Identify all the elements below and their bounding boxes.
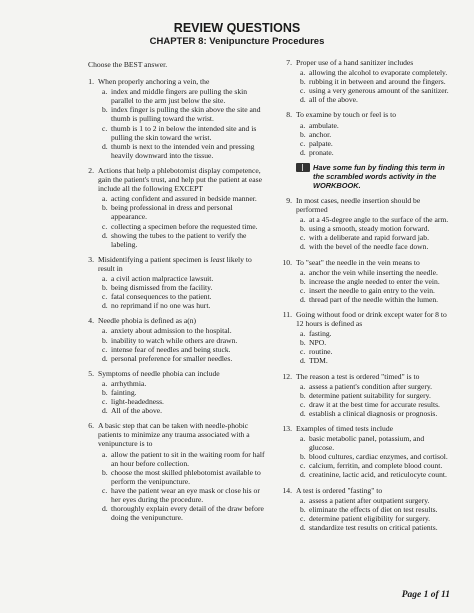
question-text [98, 255, 270, 273]
option-text: pronate. [309, 147, 334, 157]
option-letter: a. [102, 378, 108, 388]
answer-option [102, 354, 270, 363]
option-letter: c. [102, 485, 108, 495]
answer-option [300, 139, 450, 148]
question-item [278, 424, 450, 480]
option-letter: a. [102, 87, 108, 97]
page-title: REVIEW QUESTIONS [173, 21, 301, 35]
answer-option [300, 523, 450, 532]
answer-option [102, 388, 270, 397]
answer-option [102, 283, 270, 292]
answer-options [102, 379, 270, 415]
answer-option [102, 468, 270, 486]
option-letter: b. [300, 129, 306, 139]
option-letter: b. [102, 467, 108, 477]
answer-option [300, 452, 450, 461]
question-stem [278, 486, 450, 495]
option-text: no reprimand if no one was hurt. [111, 301, 211, 311]
option-letter: d. [300, 470, 306, 480]
question-number: 6. [88, 421, 94, 431]
option-text: using a very generous amount of the sanitizer. [309, 86, 449, 96]
option-letter: a. [300, 329, 306, 339]
option-letter: d. [102, 353, 108, 363]
question-text: Symptoms of needle phobia can include [98, 368, 220, 378]
option-text: collecting a specimen before the requested time. [111, 221, 258, 231]
question-text: Actions that help a phlebotomist display competence, gain the patient's trust, and help put the patient at ease include all the following EXCEPT [98, 165, 262, 194]
answer-option [102, 203, 270, 221]
option-text: at a 45-degree angle to the surface of the arm. [309, 215, 449, 225]
option-letter: a. [102, 273, 108, 283]
question-stem [80, 166, 270, 193]
answer-option [102, 274, 270, 283]
chapter-subtitle: CHAPTER 8: Venipuncture Procedures [149, 36, 325, 47]
option-letter: a. [300, 267, 306, 277]
option-letter: c. [300, 233, 306, 243]
option-text: thread part of the needle within the lumen. [309, 294, 439, 304]
option-text: anchor. [309, 129, 332, 139]
option-letter: b. [102, 283, 108, 293]
answer-option [102, 124, 270, 142]
option-text: using a smooth, steady motion forward. [309, 224, 430, 234]
option-text: NPO. [309, 338, 327, 348]
option-letter: b. [102, 335, 108, 345]
option-text: increase the angle needed to enter the vein. [309, 276, 440, 286]
option-text: inability to watch while others are drawn. [111, 335, 238, 345]
option-text: establish a clinical diagnosis or prognosis. [309, 408, 438, 418]
answer-option [102, 292, 270, 301]
answer-option [102, 406, 270, 415]
answer-option [300, 77, 450, 86]
option-letter: d. [300, 95, 306, 105]
answer-option [102, 504, 270, 522]
question-number: 11. [282, 309, 292, 319]
answer-option [300, 268, 450, 277]
option-text: a civil action malpractice lawsuit. [111, 273, 214, 283]
question-text: Going without food or drink except water for 8 to 12 hours is defined as [296, 309, 447, 329]
answer-option [102, 231, 270, 249]
question-text-part: likely to result in [98, 254, 252, 273]
answer-option [102, 326, 270, 335]
option-letter: a. [300, 495, 306, 505]
question-item [80, 255, 270, 311]
option-letter: a. [300, 68, 306, 78]
option-text: TDM. [309, 356, 328, 366]
question-number: 5. [88, 368, 94, 378]
option-text: all of the above. [309, 95, 358, 105]
answer-options [102, 326, 270, 362]
answer-option [300, 496, 450, 505]
question-stem [80, 77, 270, 86]
option-letter: b. [102, 388, 108, 397]
option-letter: c. [102, 344, 108, 354]
question-emphasis: least [210, 254, 225, 264]
answer-options [102, 194, 270, 249]
option-text: choose the most skilled phlebotomist available to perform the venipuncture. [111, 467, 261, 486]
option-text: allowing the alcohol to evaporate completely. [309, 68, 448, 78]
option-text: arrhythmia. [111, 378, 147, 388]
question-number: 10. [282, 257, 292, 267]
question-item [278, 486, 450, 532]
answer-option [300, 514, 450, 523]
option-text: eliminate the effects of diet on test results. [309, 504, 438, 514]
tip-text: Have some fun by finding this term in the scrambled words activity in the WORKBOOK. [313, 162, 445, 190]
question-number: 2. [88, 165, 94, 175]
question-text: The reason a test is ordered "timed" is to [296, 371, 420, 381]
left-column [80, 58, 270, 528]
option-letter: b. [300, 224, 306, 234]
option-text: with the bevel of the needle face down. [309, 242, 429, 252]
option-text: palpate. [309, 138, 333, 148]
answer-options [300, 121, 450, 157]
right-question-list-b [278, 196, 450, 532]
option-text: being professional in dress and personal appearance. [111, 203, 233, 222]
option-letter: d. [300, 294, 306, 304]
answer-option [300, 505, 450, 514]
question-stem [80, 255, 270, 273]
option-letter: a. [300, 215, 306, 225]
option-letter: d. [102, 141, 108, 151]
option-text: ambulate. [309, 120, 339, 130]
option-letter: a. [300, 381, 306, 391]
answer-option [300, 470, 450, 479]
answer-option [300, 338, 450, 347]
answer-option [300, 347, 450, 356]
option-letter: c. [300, 138, 306, 148]
answer-option [300, 86, 450, 95]
question-number: 4. [88, 316, 94, 326]
answer-option [300, 233, 450, 242]
option-letter: c. [300, 399, 306, 409]
option-text: light-headedness. [111, 397, 164, 407]
question-item [80, 316, 270, 362]
question-stem [278, 58, 450, 67]
option-text: blood cultures, cardiac enzymes, and cortisol. [309, 452, 448, 462]
option-text: personal preference for smaller needles. [111, 353, 233, 363]
option-text: calcium, ferritin, and complete blood count. [309, 461, 443, 471]
answer-option [102, 379, 270, 388]
option-letter: b. [300, 504, 306, 514]
question-number: 3. [88, 254, 94, 264]
option-letter: c. [300, 86, 306, 96]
answer-option [300, 382, 450, 391]
answer-options [300, 382, 450, 418]
question-item [80, 166, 270, 249]
answer-option [300, 295, 450, 304]
option-letter: d. [102, 230, 108, 240]
question-text: To examine by touch or feel is to [296, 110, 397, 120]
option-letter: a. [300, 120, 306, 130]
answer-options [300, 434, 450, 479]
question-stem [278, 258, 450, 267]
question-item [278, 372, 450, 418]
option-text: thoroughly explain every detail of the draw before doing the venipuncture. [111, 504, 264, 523]
answer-option [300, 95, 450, 104]
answer-option [102, 336, 270, 345]
option-text: have the patient wear an eye mask or close his or her eyes during the procedure. [111, 485, 260, 505]
option-letter: d. [300, 408, 306, 418]
answer-option [300, 434, 450, 452]
option-text: with a deliberate and rapid forward jab. [309, 233, 429, 243]
answer-option [300, 356, 450, 365]
question-number: 7. [286, 58, 292, 67]
option-letter: a. [102, 449, 108, 459]
question-item [80, 369, 270, 415]
option-text: determine patient eligibility for surgery. [309, 513, 431, 523]
option-text: draw it at the best time for accurate results. [309, 399, 440, 409]
answer-options [300, 215, 450, 251]
question-stem [80, 369, 270, 378]
question-text: Proper use of a hand sanitizer includes [296, 58, 414, 67]
option-letter: c. [300, 513, 306, 523]
answer-option [300, 215, 450, 224]
option-letter: a. [300, 434, 306, 444]
option-letter: c. [102, 397, 108, 407]
answer-options [102, 450, 270, 523]
option-text: anchor the vein while inserting the needle. [309, 267, 438, 277]
answer-option [300, 409, 450, 418]
option-text: assess a patient after outpatient surgery. [309, 495, 430, 505]
option-text: fainting. [111, 388, 137, 397]
answer-options [300, 68, 450, 104]
question-text: To "seat" the needle in the vein means to [296, 257, 420, 267]
left-question-list [80, 77, 270, 522]
option-letter: b. [300, 77, 306, 87]
question-text: Examples of timed tests include [296, 424, 394, 433]
question-item [278, 196, 450, 252]
answer-option [300, 130, 450, 139]
question-item [278, 310, 450, 366]
answer-options [300, 496, 450, 532]
option-letter: b. [102, 105, 108, 115]
option-text: rubbing it in between and around the fingers. [309, 77, 446, 87]
question-text: A basic step that can be taken with needle-phobic patients to minimize any trauma associated with a venipuncture is to [98, 421, 250, 449]
question-text: Needle phobia is defined as a(n) [98, 316, 197, 326]
page-number: Page 1 of 11 [401, 590, 450, 600]
answer-option [102, 397, 270, 406]
answer-option [102, 105, 270, 123]
question-item [278, 258, 450, 304]
question-number: 1. [88, 77, 94, 87]
option-letter: d. [102, 406, 108, 416]
option-letter: d. [102, 504, 108, 514]
answer-options [300, 268, 450, 304]
option-text: showing the tubes to the patient to verify the labeling. [111, 230, 247, 249]
workbook-tip [296, 163, 450, 190]
option-text: assess a patient's condition after surgery. [309, 381, 433, 391]
option-text: allow the patient to sit in the waiting room for half an hour before collection. [111, 449, 265, 468]
option-letter: b. [300, 276, 306, 286]
answer-option [102, 450, 270, 468]
question-item [278, 58, 450, 104]
option-text: determine patient suitability for surgery. [309, 390, 431, 400]
option-letter: b. [300, 452, 306, 462]
option-text: index and middle fingers are pulling the skin parallel to the arm just below the site. [111, 87, 248, 106]
question-stem [278, 424, 450, 433]
question-number: 14. [282, 485, 292, 495]
option-text: anxiety about admission to the hospital. [111, 326, 232, 336]
option-text: fatal consequences to the patient. [111, 292, 212, 302]
question-stem [80, 421, 270, 448]
instructions: Choose the BEST answer. [88, 60, 168, 69]
answer-option [300, 68, 450, 77]
question-stem [278, 372, 450, 381]
question-item [278, 110, 450, 156]
option-letter: c. [102, 221, 108, 231]
answer-option [300, 286, 450, 295]
option-text: being dismissed from the facility. [111, 283, 213, 293]
option-letter: c. [102, 292, 108, 302]
question-text-part: Misidentifying a patient specimen is [98, 254, 211, 264]
option-letter: c. [300, 347, 306, 357]
option-letter: c. [300, 461, 306, 471]
option-letter: b. [300, 338, 306, 348]
option-text: insert the needle to gain entry to the vein. [309, 285, 435, 295]
answer-options [102, 87, 270, 160]
answer-option [102, 222, 270, 231]
question-number: 9. [286, 195, 292, 205]
answer-option [300, 277, 450, 286]
answer-option [300, 329, 450, 338]
answer-option [300, 391, 450, 400]
answer-option [102, 301, 270, 310]
option-text: intense fear of needles and being stuck. [111, 344, 231, 354]
question-stem [278, 310, 450, 328]
question-number: 13. [282, 424, 292, 433]
option-letter: b. [300, 390, 306, 400]
answer-option [102, 87, 270, 105]
option-letter: c. [300, 285, 306, 295]
answer-options [102, 274, 270, 310]
answer-option [102, 142, 270, 160]
book-icon [296, 163, 310, 172]
option-text: All of the above. [111, 406, 163, 416]
option-text: standardize test results on critical patients. [309, 522, 438, 532]
option-text: thumb is 1 to 2 in below the intended site and is pulling the skin toward the wrist. [111, 123, 257, 142]
option-text: creatinine, lactic acid, and reticulocyte count. [309, 470, 447, 480]
option-text: acting confident and assured in bedside manner. [111, 194, 257, 204]
answer-options [300, 329, 450, 365]
option-letter: d. [300, 242, 306, 252]
right-question-list-a [278, 58, 450, 157]
answer-option [300, 400, 450, 409]
answer-option [102, 486, 270, 504]
answer-option [300, 461, 450, 470]
option-text: routine. [309, 347, 333, 357]
answer-option [300, 148, 450, 157]
right-column [278, 58, 450, 538]
question-text: A test is ordered "fasting" to [296, 485, 383, 495]
question-number: 8. [286, 110, 292, 120]
option-letter: c. [102, 123, 108, 133]
question-item [80, 77, 270, 160]
question-stem [278, 110, 450, 119]
question-stem [278, 196, 450, 214]
answer-option [102, 194, 270, 203]
option-text: fasting. [309, 329, 332, 339]
answer-option [102, 345, 270, 354]
option-letter: a. [102, 326, 108, 336]
option-letter: d. [300, 356, 306, 366]
answer-option [300, 121, 450, 130]
option-letter: b. [102, 203, 108, 213]
option-letter: a. [102, 194, 108, 204]
answer-option [300, 224, 450, 233]
option-letter: d. [102, 301, 108, 311]
option-text: index finger is pulling the skin above the site and thumb is pulling toward the wrist. [111, 105, 261, 124]
question-text: When properly anchoring a vein, the [98, 77, 210, 87]
option-letter: d. [300, 522, 306, 532]
question-stem [80, 316, 270, 325]
question-text: In most cases, needle insertion should be performed [296, 195, 421, 215]
question-number: 12. [282, 371, 292, 381]
option-letter: d. [300, 147, 306, 157]
option-text: thumb is next to the intended vein and pressing heavily downward into the tissue. [111, 141, 255, 160]
question-item [80, 421, 270, 522]
option-text: basic metabolic panel, potassium, and glucose. [309, 434, 425, 453]
answer-option [300, 242, 450, 251]
